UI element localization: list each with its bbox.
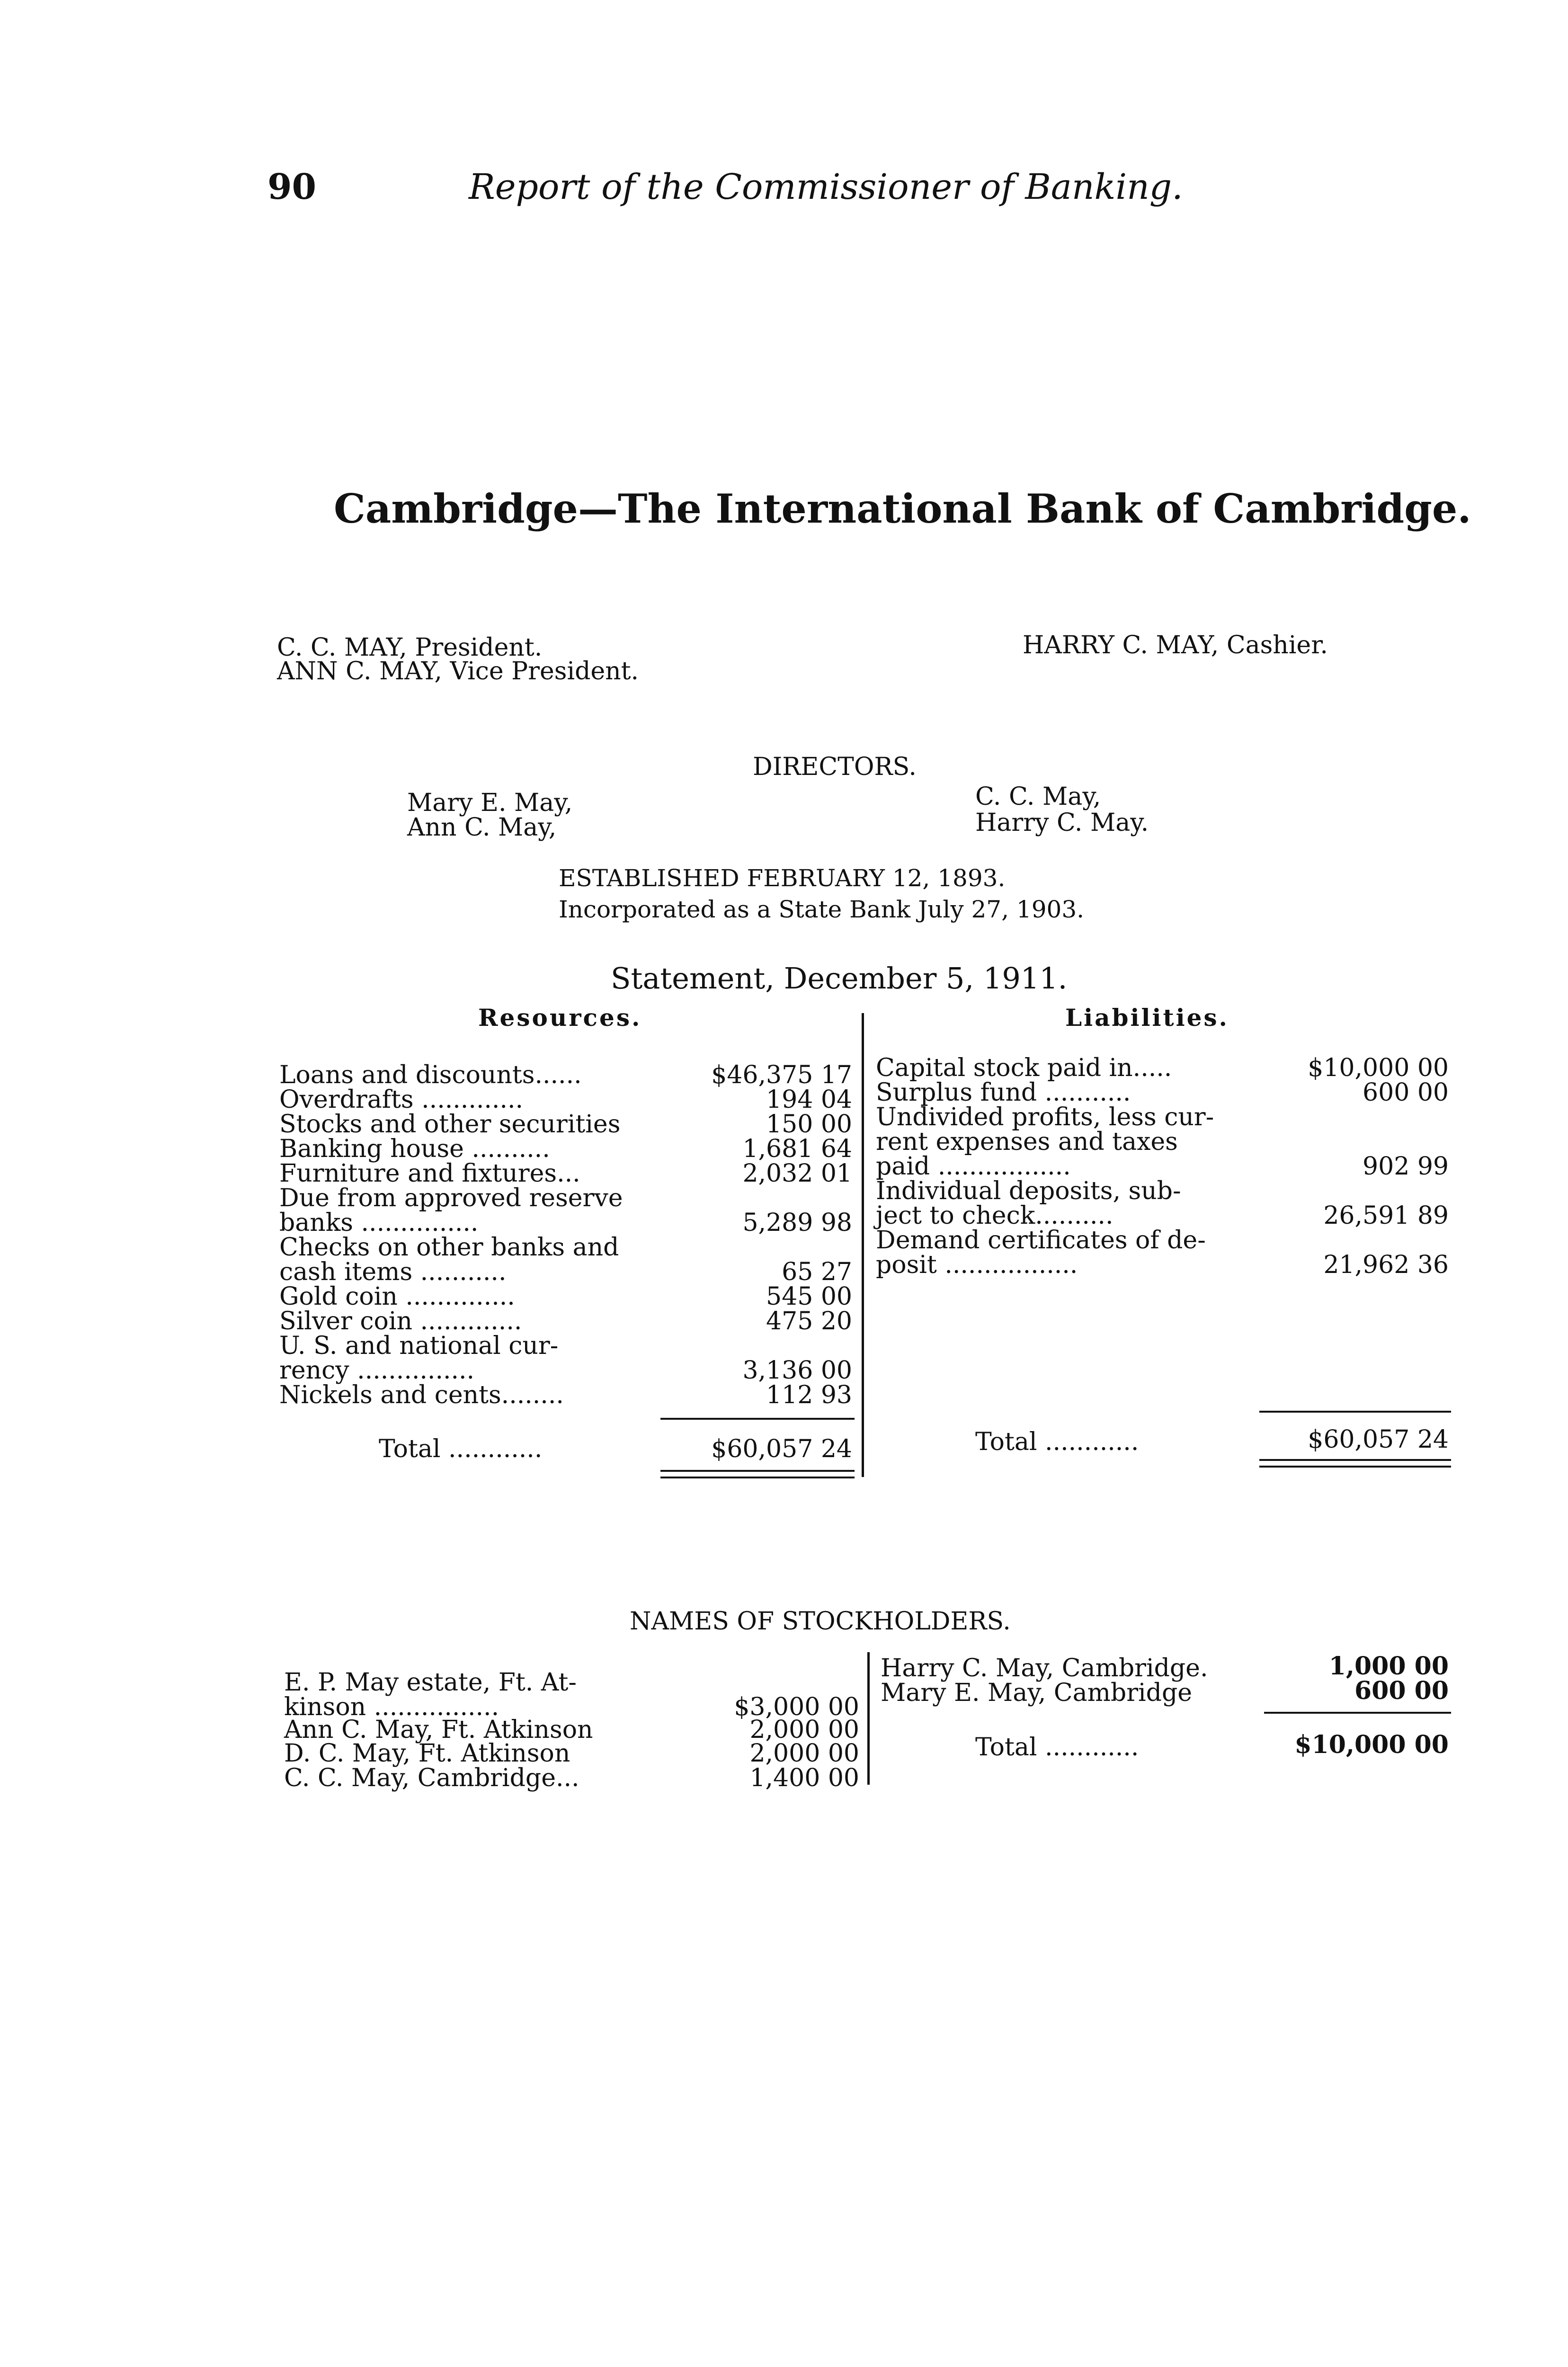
stockholder-amount: 1,400 00 <box>749 1764 859 1792</box>
statement-divider <box>862 1013 864 1477</box>
running-title: Report of the Commissioner of Banking. <box>469 167 1183 207</box>
resource-label: banks ............... <box>279 1209 479 1237</box>
director-right-1: C. C. May, <box>975 783 1101 811</box>
liability-label: Demand certificates of de- <box>876 1226 1206 1255</box>
resource-label: rency ............... <box>279 1356 475 1385</box>
resource-amount: 65 27 <box>782 1258 852 1286</box>
liabilities-total: $60,057 24 <box>1308 1425 1449 1454</box>
resource-label: Stocks and other securities <box>279 1110 621 1139</box>
liability-label: rent expenses and taxes <box>876 1128 1178 1156</box>
president: C. C. MAY, President. <box>277 633 543 662</box>
resource-label: Banking house .......... <box>279 1135 550 1163</box>
resource-amount: 5,289 98 <box>742 1209 852 1237</box>
liability-amount: 902 99 <box>1363 1152 1449 1181</box>
liability-label: Individual deposits, sub- <box>876 1177 1181 1205</box>
established-line: ESTABLISHED FEBRUARY 12, 1893. <box>559 864 1006 892</box>
stockholder-name: Mary E. May, Cambridge <box>881 1679 1193 1707</box>
stockholder-name: C. C. May, Cambridge... <box>284 1764 579 1792</box>
resource-label: Loans and discounts...... <box>279 1061 582 1089</box>
stockholders-total-rule <box>1264 1712 1451 1714</box>
stockholder-name: D. C. May, Ft. Atkinson <box>284 1739 570 1768</box>
liability-label: posit ................. <box>876 1251 1078 1279</box>
cashier: HARRY C. MAY, Cashier. <box>1023 631 1328 659</box>
stockholders-divider <box>867 1652 870 1785</box>
stockholder-name: Ann C. May, Ft. Atkinson <box>284 1716 593 1744</box>
stockholder-name: E. P. May estate, Ft. At- <box>284 1668 577 1697</box>
director-left-2: Ann C. May, <box>407 813 557 842</box>
liability-label: ject to check.......... <box>876 1201 1114 1230</box>
vice-president: ANN C. MAY, Vice President. <box>277 657 639 685</box>
resource-amount: 545 00 <box>766 1282 852 1311</box>
stockholders-heading: NAMES OF STOCKHOLDERS. <box>630 1607 1011 1636</box>
liability-amount: 21,962 36 <box>1323 1251 1449 1279</box>
liabilities-heading: Liabilities. <box>1065 1004 1229 1032</box>
director-left-1: Mary E. May, <box>407 789 573 817</box>
page-number: 90 <box>267 167 316 207</box>
liability-amount: 600 00 <box>1363 1078 1449 1107</box>
resource-amount: 1,681 64 <box>742 1135 852 1163</box>
stockholder-amount: 600 00 <box>1354 1676 1449 1705</box>
resource-label: Nickels and cents........ <box>279 1381 564 1409</box>
resource-label: Checks on other banks and <box>279 1233 619 1262</box>
resource-amount: 2,032 01 <box>742 1159 852 1188</box>
liability-amount: $10,000 00 <box>1308 1054 1449 1082</box>
incorporated-line: Incorporated as a State Bank July 27, 1903. <box>559 896 1085 923</box>
statement-title: Statement, December 5, 1911. <box>611 961 1068 996</box>
stockholder-name: kinson ................ <box>284 1693 499 1721</box>
resource-label: Furniture and fixtures... <box>279 1159 580 1188</box>
resource-amount: 475 20 <box>766 1307 852 1335</box>
stockholder-amount: 2,000 00 <box>749 1739 859 1768</box>
resources-double-rule <box>660 1470 855 1478</box>
stockholder-amount: 1,000 00 <box>1328 1652 1449 1681</box>
resource-amount: 112 93 <box>766 1381 852 1409</box>
stockholder-amount: 2,000 00 <box>749 1716 859 1744</box>
stockholders-total-label: Total ............ <box>975 1733 1139 1762</box>
liability-label: Capital stock paid in..... <box>876 1054 1172 1082</box>
directors-heading: DIRECTORS. <box>753 753 917 781</box>
director-right-2: Harry C. May. <box>975 809 1149 837</box>
resources-total: $60,057 24 <box>711 1435 852 1463</box>
liability-label: Surplus fund ........... <box>876 1078 1131 1107</box>
liabilities-double-rule <box>1259 1459 1451 1468</box>
resource-label: Due from approved reserve <box>279 1184 623 1212</box>
stockholder-name: Harry C. May, Cambridge. <box>881 1654 1208 1682</box>
resources-total-rule <box>660 1418 855 1420</box>
liability-label: paid ................. <box>876 1152 1071 1181</box>
liabilities-total-label: Total ............ <box>975 1428 1139 1456</box>
resources-total-label: Total ............ <box>379 1435 543 1463</box>
resource-label: Silver coin ............. <box>279 1307 522 1335</box>
liability-label: Undivided profits, less cur- <box>876 1103 1214 1131</box>
stockholders-total: $10,000 00 <box>1294 1730 1449 1759</box>
resource-label: Gold coin .............. <box>279 1282 515 1311</box>
stockholder-amount: $3,000 00 <box>734 1693 859 1721</box>
resource-amount: $46,375 17 <box>711 1061 852 1089</box>
resource-label: cash items ........... <box>279 1258 507 1286</box>
liabilities-total-rule <box>1259 1411 1451 1413</box>
resource-amount: 194 04 <box>766 1086 852 1114</box>
liability-amount: 26,591 89 <box>1323 1201 1449 1230</box>
resource-amount: 3,136 00 <box>742 1356 852 1385</box>
resources-heading: Resources. <box>478 1004 642 1032</box>
resource-label: Overdrafts ............. <box>279 1086 524 1114</box>
bank-title: Cambridge—The International Bank of Cambridge. <box>334 485 1471 532</box>
resource-label: U. S. and national cur- <box>279 1332 559 1360</box>
resource-amount: 150 00 <box>766 1110 852 1139</box>
